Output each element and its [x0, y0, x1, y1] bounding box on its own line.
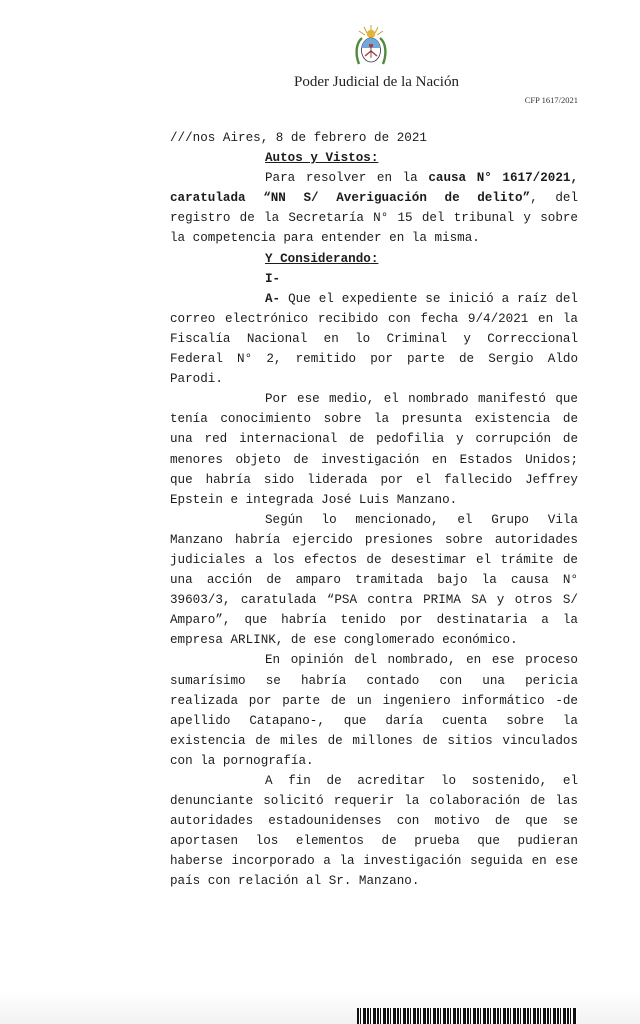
section-a-label: A- [265, 291, 281, 306]
case-caption: causa N° 1617/2021, caratulada “NN S/ Averiguación de delito” [170, 171, 579, 206]
court-name: Poder Judicial de la Nación [294, 74, 459, 90]
national-coat-of-arms-icon [353, 24, 389, 66]
paragraph-2: Por ese medio, el nombrado manifestó que tenía conocimiento sobre la presunta existencia de una red internacional de pedofilia y corrupción de menores objeto de investigación en Estados Unidos; que habría sido liderada por el fallecido Jeffrey Epstein e integrada José Luis Manzano. [170, 392, 578, 507]
section-roman-one: I- [265, 271, 281, 286]
case-reference: CFP 1617/2021 [524, 95, 578, 105]
paragraph-3: Según lo mencionado, el Grupo Vila Manzano habría ejercido presiones sobre autoridades judiciales a los efectos de desestimar el trámite de una acción de amparo tramitada bajo la causa N° 39603/3, caratulada “PSA contra PRIMA SA y otros S/ Amparo”, que habría tenido por destinataria a la empresa ARLINK, de ese conglomerado económico. [170, 512, 578, 648]
intro-paragraph: Para resolver en la causa N° 1617/2021, caratulada “NN S/ Averiguación de delito”, del registro de la Secretaría N° 15 del tribunal y sobre la competencia para entender en la misma. [170, 171, 579, 246]
resolution-body [170, 128, 578, 892]
autos-y-vistos-heading: Autos y Vistos: [265, 151, 379, 166]
barcode [357, 1008, 577, 1024]
paragraph-5: A fin de acreditar lo sostenido, el denunciante solicitó requerir la colaboración de las autoridades estadounidenses con motivo de que se aportasen los elementos de prueba que pudieran haberse incorporado a la investigación seguida en ese país con relación al Sr. Manzano. [170, 774, 578, 889]
dateline: ///nos Aires, 8 de febrero de 2021 [170, 131, 427, 145]
paragraph-a: A- Que el expediente se inició a raíz del correo electrónico recibido con fecha 9/4/2021 en la Fiscalía Nacional en lo Criminal y Correccional Federal N° 2, remitido por parte de Sergio Aldo Parodi. [170, 291, 578, 387]
paragraph-4: En opinión del nombrado, en ese proceso sumarísimo se habría contado con una pericia realizada por parte de un ingeniero informático -de apellido Catapano-, que daría cuenta sobre la existencia de miles de millones de sitios vinculados con la pornografía. [170, 653, 578, 768]
y-considerando-heading: Y Considerando: [265, 251, 379, 266]
